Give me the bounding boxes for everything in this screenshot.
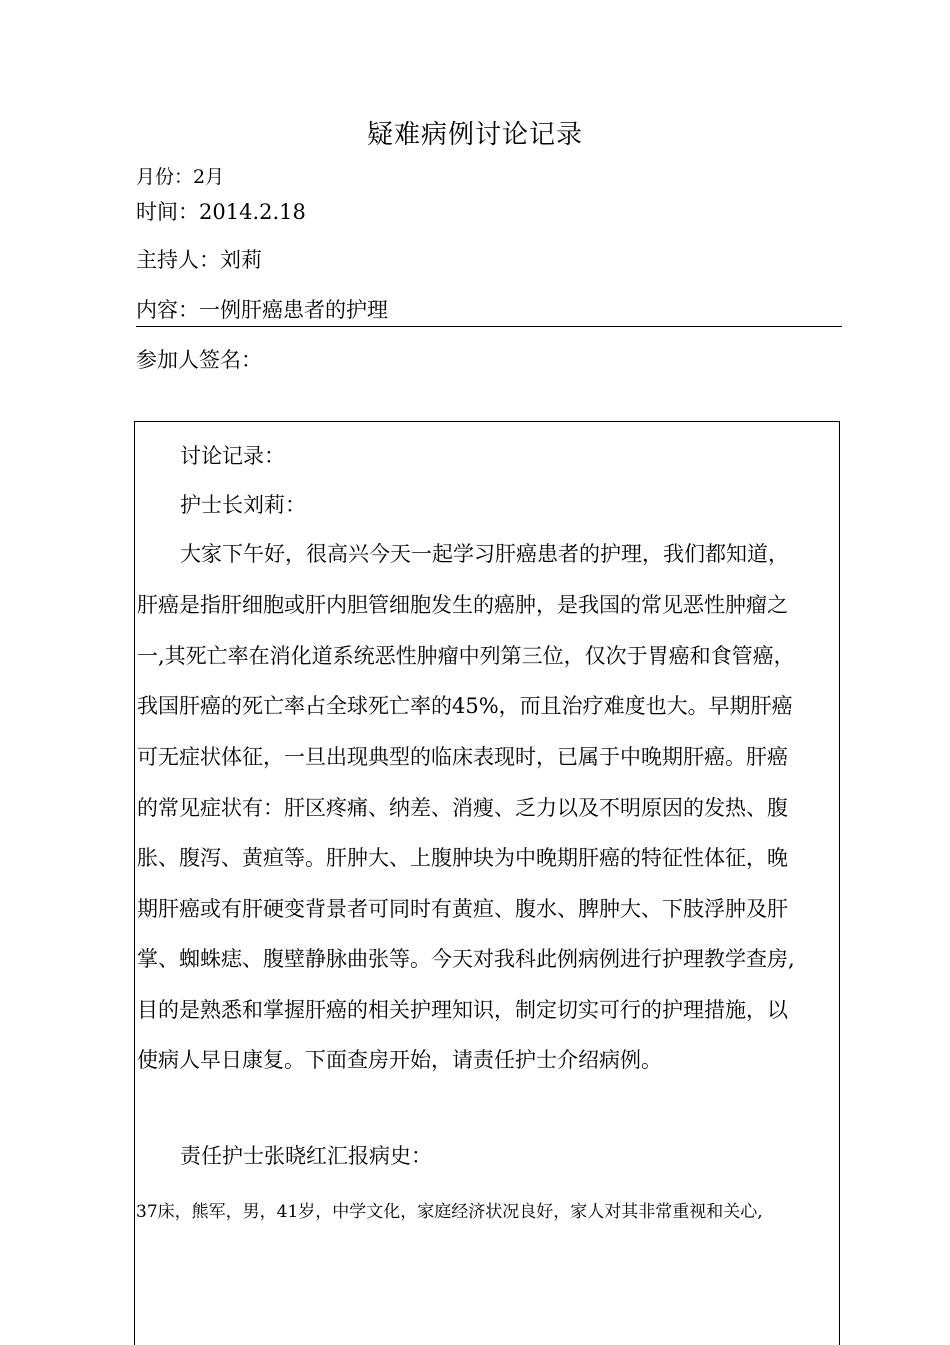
record-line: 肝癌是指肝细胞或肝内胆管细胞发生的癌肿，是我国的常见恶性肿瘤之: [137, 593, 788, 617]
signature-field: 参加人签名：: [136, 348, 262, 372]
record-line: 掌、蜘蛛痣、腹壁静脉曲张等。今天对我科此例病例进行护理教学查房,: [137, 947, 795, 971]
month-field: 月份：2月: [136, 166, 225, 188]
record-line: 可无症状体征，一旦出现典型的临床表现时，已属于中晚期肝癌。肝癌: [137, 745, 788, 769]
discussion-record-box: [134, 421, 840, 1345]
record-line: 一,其死亡率在消化道系统恶性肿瘤中列第三位，仅次于胃癌和食管癌，: [137, 644, 795, 668]
speaker-label: 护士长刘莉：: [180, 493, 306, 517]
nurse-heading: 责任护士张晓红汇报病史：: [180, 1144, 432, 1168]
page-title: 疑难病例讨论记录: [366, 120, 583, 150]
record-line: 期肝癌或有肝硬变背景者可同时有黄疸、腹水、脾肿大、下肢浮肿及肝: [137, 897, 788, 921]
time-field: 时间：2014.2.18: [136, 200, 306, 224]
content-field: 内容：一例肝癌患者的护理: [136, 294, 842, 327]
record-line: 大家下午好，很高兴今天一起学习肝癌患者的护理，我们都知道，: [180, 542, 789, 566]
record-line: 胀、腹泻、黄疸等。肝肿大、上腹肿块为中晚期肝癌的特征性体征，晚: [137, 846, 788, 870]
record-line: 的常见症状有：肝区疼痛、纳差、消瘦、乏力以及不明原因的发热、腹: [137, 796, 788, 820]
case-line: 37床，熊军，男，41岁，中学文化，家庭经济状况良好，家人对其非常重视和关心,: [136, 1202, 763, 1222]
record-line: 我国肝癌的死亡率占全球死亡率的45%，而且治疗难度也大。早期肝癌: [137, 694, 793, 718]
host-field: 主持人：刘莉: [136, 248, 262, 272]
record-line: 使病人早日康复。下面查房开始，请责任护士介绍病例。: [137, 1048, 662, 1072]
record-line: 目的是熟悉和掌握肝癌的相关护理知识，制定切实可行的护理措施，以: [137, 998, 788, 1022]
record-heading: 讨论记录：: [180, 444, 285, 468]
